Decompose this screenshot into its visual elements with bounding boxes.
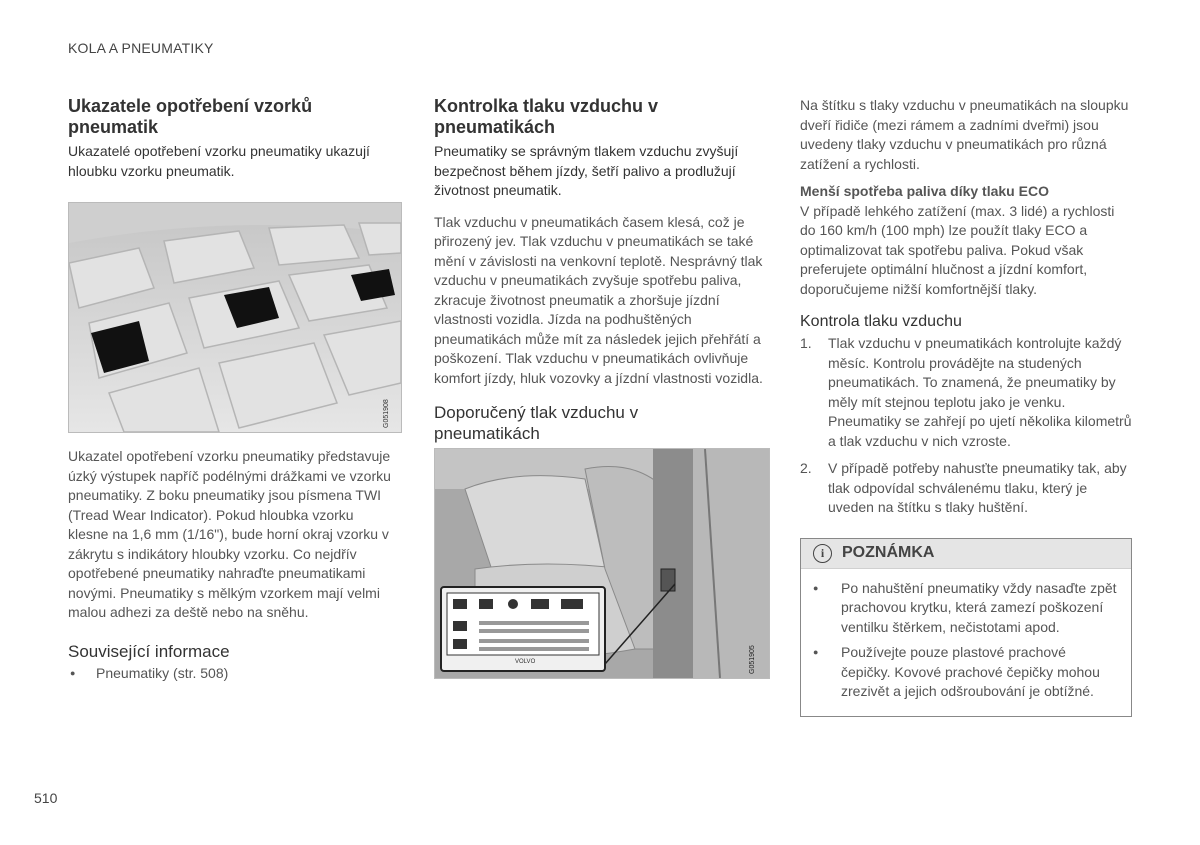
step-text: Tlak vzduchu v pneumatikách kontrolujte každý měsíc. Kontrolu provádějte na studených pneumatikách. To znamená, že pneumatiky by měly mít stejnou teplotu jako je venku. Pneumatiky se zahřejí po ujetí několika kilometrů a tlak vzduchu v nich vzroste.	[828, 335, 1132, 449]
figure-code: G051908	[383, 399, 390, 428]
step-number: 1.	[800, 335, 812, 351]
section-header: KOLA A PNEUMATIKY	[68, 40, 214, 56]
note-box	[800, 538, 1132, 717]
column-pressure-check	[800, 96, 1132, 717]
info-icon: i	[813, 544, 832, 563]
recommended-pressure-title: Doporučený tlak vzduchu v pneumatikách	[434, 403, 639, 443]
pressure-check-steps	[800, 334, 1132, 518]
figure-code: G051905	[749, 645, 756, 674]
eco-body: V případě lehkého zatížení (max. 3 lidé) a rychlosti do 160 km/h (100 mph) lze použít tlaky ECO a optimalizovat tak spotřebu paliva. Pokud však preferujete optimální hlučnost a jízdní komfort, doporučujeme nižší komfortnější tlaky.	[800, 202, 1115, 297]
column-tire-pressure	[434, 96, 770, 679]
step-item	[800, 459, 1132, 518]
related-info-list	[68, 664, 393, 684]
related-info-title: Související informace	[68, 641, 230, 661]
tread-wear-figure	[68, 202, 402, 433]
label-brand: VOLVO	[515, 659, 536, 665]
column-tread-wear	[68, 96, 393, 683]
tread-wear-intro: Ukazatelé opotřebení vzorku pneumatiky ukazují hloubku vzorku pneumatik.	[68, 143, 370, 179]
eco-title: Menší spotřeba paliva díky tlaku ECO	[800, 183, 1049, 199]
tire-pressure-body: Tlak vzduchu v pneumatikách časem klesá, což je přirozený jev. Tlak vzduchu v pneumatikách se také mění v závislosti na venkovní teplotě. Nesprávný tlak vzduchu v pneumatikách zvyšuje spotřebu paliva, zkracuje životnost pneumatik a zhoršuje jízdní vlastnosti vozidla. Jízda na podhuštěných pneumatikách může mít za následek jejich přehřátí a poškození. Tlak vzduchu v pneumatikách ovlivňuje komfort jízdy, hluk vozovky a jízdní vlastnosti vozidla.	[434, 213, 763, 386]
tread-wear-title: Ukazatele opotřebení vzorků pneumatik	[68, 96, 313, 137]
tire-pressure-title: Kontrolka tlaku vzduchu v pneumatikách	[434, 96, 659, 137]
note-list	[801, 569, 1131, 716]
page-number: 510	[34, 790, 58, 806]
door-pillar-figure	[434, 448, 770, 679]
step-text: V případě potřeby nahusťte pneumatiky tak, aby tlak odpovídal schválenému tlaku, který je uveden na štítku s tlaky huštění.	[828, 460, 1127, 515]
tire-tread-illustration	[69, 203, 401, 432]
note-title: POZNÁMKA	[842, 544, 935, 561]
step-number: 2.	[800, 460, 812, 476]
tread-wear-body: Ukazatel opotřebení vzorku pneumatiky představuje úzký výstupek napříč podélnými drážkami ve vzorku pneumatiky. Z boku pneumatiky jsou písmena TWI (Tread Wear Indicator). Pokud hloubka vzorku klesne na 1,6 mm (1/16"), bude horní okraj vzorku v zákrytu s indikátory hloubky vzorku. Co nejdřív opotřebené pneumatiky nahraďte pneumatikami novými. Pneumatiky s mělkým vzorkem mají velmi malou adhezi za deště nebo na sněhu.	[68, 448, 391, 620]
pressure-check-title: Kontrola tlaku vzduchu	[800, 313, 962, 330]
pressure-label-intro: Na štítku s tlaky vzduchu v pneumatikách na sloupku dveří řidiče (mezi rámem a zadními dveřmi) jsou uvedeny tlaky vzduchu v pneumatikách pro různá zatížení a rychlosti.	[800, 97, 1129, 172]
related-link[interactable]: ● Pneumatiky (str. 508)	[68, 664, 393, 684]
note-item: ● Používejte pouze plastové prachové čepičky. Kovové prachové čepičky mohou zrezivět a jejich odšroubování je obtížné.	[813, 643, 1119, 702]
tire-pressure-intro: Pneumatiky se správným tlakem vzduchu zvyšují bezpečnost během jízdy, šetří palivo a prodlužují životnost pneumatik.	[434, 143, 739, 198]
step-item	[800, 334, 1132, 451]
car-interior-illustration	[435, 449, 769, 678]
note-item: ● Po nahuštění pneumatiky vždy nasaďte zpět prachovou krytku, která zamezí poškození ventilku štěrkem, nečistotami apod.	[813, 579, 1119, 638]
note-header	[801, 539, 1131, 569]
